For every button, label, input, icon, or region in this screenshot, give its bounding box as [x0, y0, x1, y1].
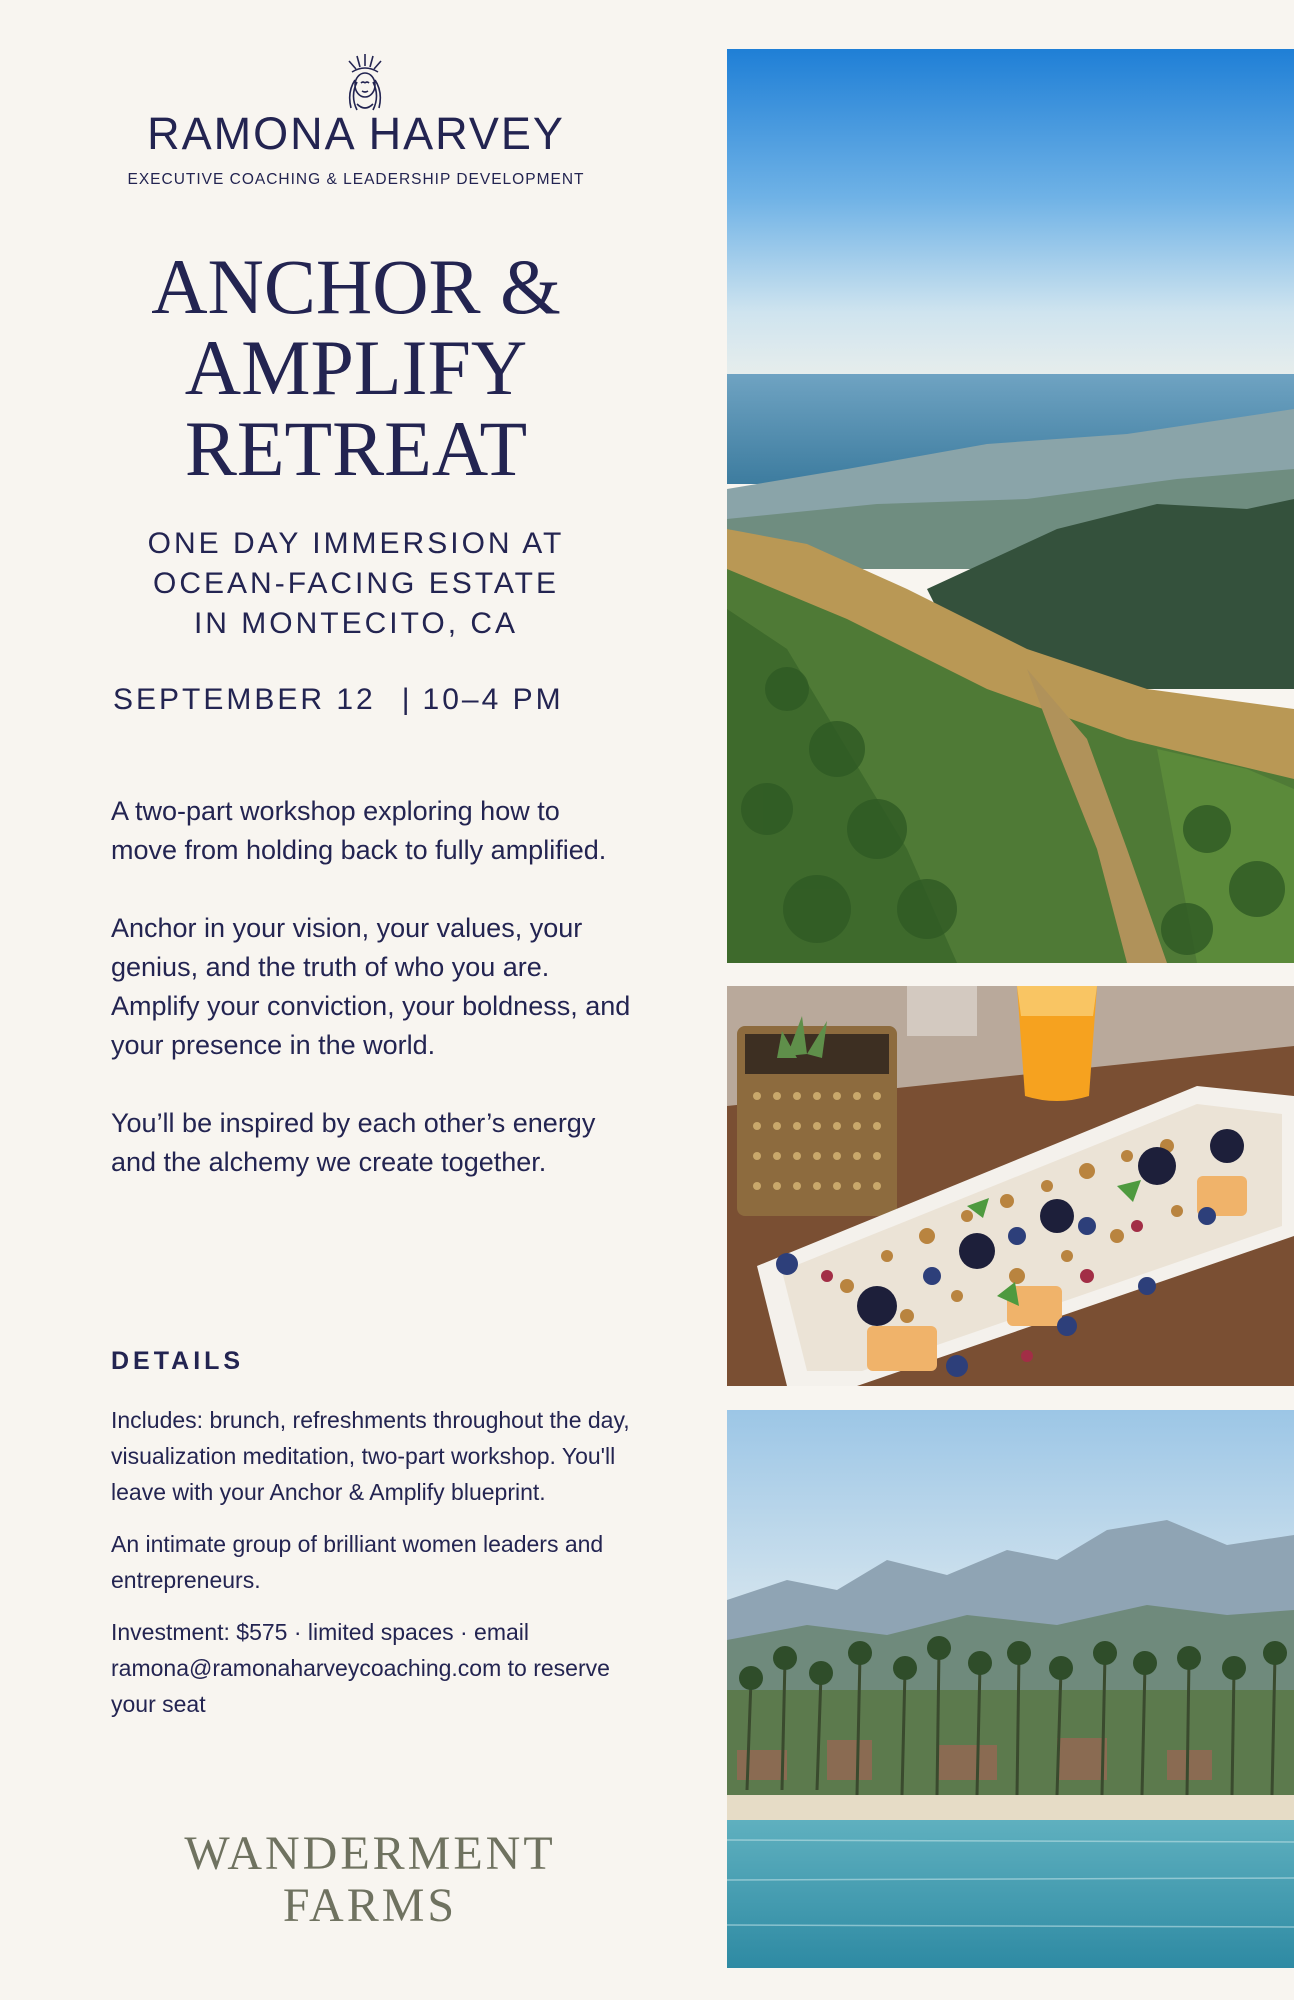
beach-palms-image: [727, 1410, 1294, 1968]
details-list: [111, 1402, 641, 1738]
details-item-group: An intimate group of brilliant women leaders and entrepreneurs.: [111, 1531, 604, 1593]
event-subtitle: [0, 524, 712, 644]
intro-paragraph: Anchor in your vision, your values, your genius, and the truth of who you are. Amplify your conviction, your boldness, and your presence in the world.: [111, 913, 631, 1060]
event-title-line: RETREAT: [184, 405, 528, 492]
details-heading: DETAILS: [111, 1347, 245, 1375]
details-item-includes: Includes: brunch, refreshments throughout the day, visualization meditation, two-part workshop. You'll leave with your Anchor & Amplify blueprint.: [111, 1407, 630, 1505]
mountain-ocean-photo: [727, 49, 1294, 963]
event-title-line: AMPLIFY: [184, 324, 528, 411]
details-item-investment: Investment: $575 · limited spaces · email ramona@ramonaharveycoaching.com to reserve your seat: [111, 1619, 610, 1717]
event-date: SEPTEMBER 12: [113, 683, 376, 716]
goddess-emblem-icon: [335, 52, 395, 114]
brunch-platter-image: [727, 986, 1294, 1386]
partner-logo: [0, 1828, 740, 1932]
event-date-time: [113, 683, 564, 717]
brunch-platter-photo: [727, 986, 1294, 1386]
event-title: [0, 243, 712, 492]
date-time-separator: |: [401, 683, 413, 716]
brand-name: RAMONA HARVEY: [147, 108, 565, 159]
intro-text: [111, 792, 631, 1221]
partner-logo-line: WANDERMENT: [184, 1827, 556, 1880]
beach-palms-photo: [727, 1410, 1294, 1968]
event-title-line: ANCHOR &: [151, 243, 561, 330]
intro-paragraph: A two-part workshop exploring how to move from holding back to fully amplified.: [111, 796, 607, 865]
event-subtitle-line: ONE DAY IMMERSION AT: [147, 527, 565, 560]
event-subtitle-line: IN MONTECITO, CA: [193, 607, 519, 640]
event-time: 10–4 PM: [422, 683, 564, 716]
partner-logo-line: FARMS: [282, 1879, 458, 1932]
brand-tagline: EXECUTIVE COACHING & LEADERSHIP DEVELOPMENT: [127, 171, 585, 188]
event-subtitle-line: OCEAN-FACING ESTATE: [153, 567, 559, 600]
mountain-landscape-image: [727, 49, 1294, 963]
intro-paragraph: You’ll be inspired by each other’s energy and the alchemy we create together.: [111, 1108, 596, 1177]
